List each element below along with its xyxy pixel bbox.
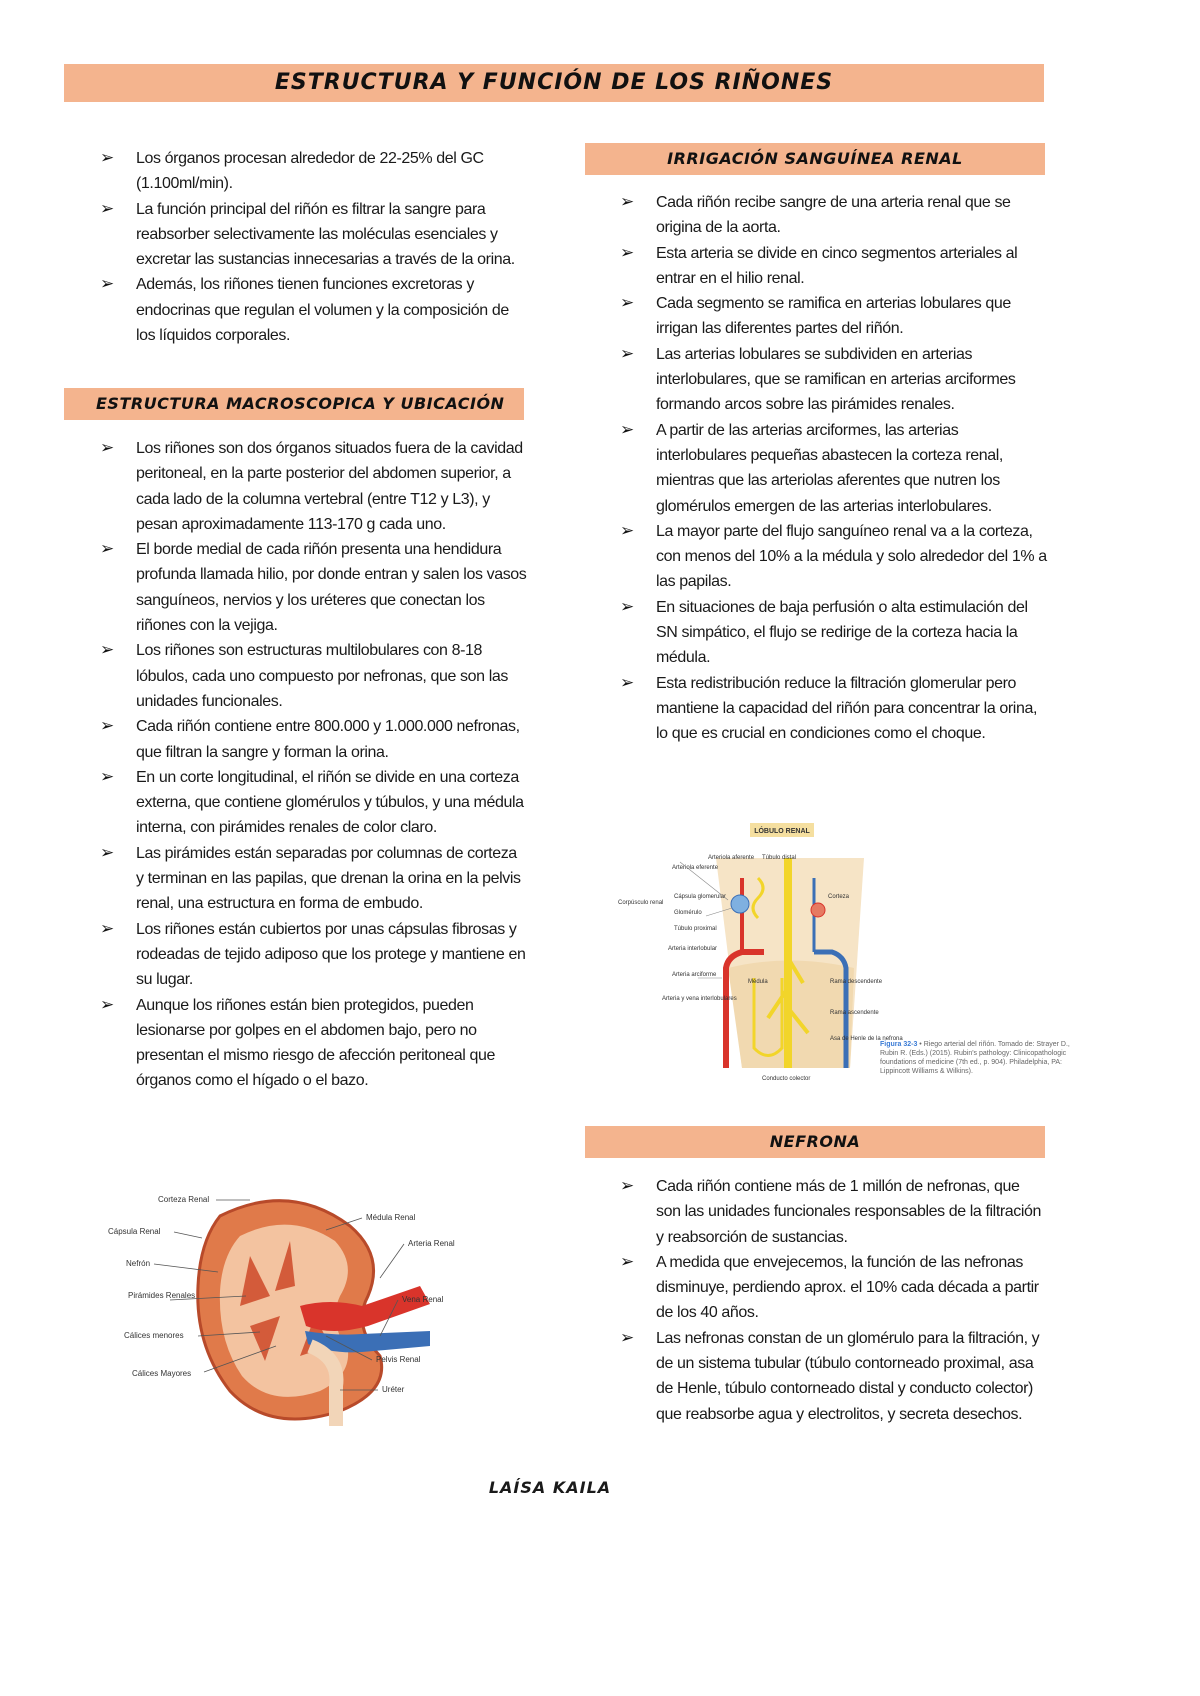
- svg-text:Asa de Henle de la nefrona: Asa de Henle de la nefrona: [830, 1036, 903, 1042]
- arrowhead-bullet-icon: ➢: [100, 842, 114, 863]
- kidney-cross-section-illustration: [100, 1186, 496, 1426]
- list-item: [100, 714, 528, 765]
- list-item-text: Cada segmento se ramifica en arterias lobulares que irrigan las diferentes partes del riñón.: [656, 295, 1011, 338]
- svg-text:Arteria interlobular: Arteria interlobular: [668, 946, 718, 952]
- svg-text:Glomérulo: Glomérulo: [674, 910, 702, 916]
- list-item-text: Las arterias lobulares se subdividen en arterias interlobulares, que se ramifican en arterias arciformes formando arcos sobre las pirámides renales.: [656, 345, 1016, 414]
- list-item: [100, 638, 528, 714]
- arrowhead-bullet-icon: ➢: [100, 640, 114, 661]
- list-item-text: Las nefronas constan de un glomérulo para la filtración, y de un sistema tubular (túbulo contorneado proximal, asa de Henle, túbulo contorneado distal y conducto colector) que reabsorbe agua y electrolitos, y secreta desechos.: [656, 1329, 1040, 1423]
- arrowhead-bullet-icon: ➢: [620, 672, 634, 693]
- svg-text:Conducto colector: Conducto colector: [762, 1076, 811, 1082]
- arrowhead-bullet-icon: ➢: [620, 343, 634, 364]
- svg-text:Uréter: Uréter: [382, 1385, 405, 1394]
- svg-text:Corteza: Corteza: [828, 894, 850, 900]
- svg-text:Arteria arciforme: Arteria arciforme: [672, 972, 717, 978]
- svg-text:Cápsula glomerular: Cápsula glomerular: [674, 894, 727, 900]
- author-signature: LAÍSA KAILA: [488, 1478, 612, 1497]
- irrigacion-list: [620, 190, 1048, 747]
- list-item: [100, 146, 524, 197]
- list-item-text: En un corte longitudinal, el riñón se divide en una corteza externa, que contiene glomérulos y túbulos, y una médula interna, con pirámides renales de color claro.: [136, 768, 524, 837]
- list-item-text: Esta arteria se divide en cinco segmentos arteriales al entrar en el hilio renal.: [656, 244, 1018, 287]
- list-item-text: A partir de las arterias arciformes, las arterias interlobulares pequeñas abastecen la corteza renal, mientras que las arteriolas aferentes que nutren los glomérulos emergen de las arterias interlobulares.: [656, 421, 1003, 515]
- page-title: ESTRUCTURA Y FUNCIÓN DE LOS RIÑONES: [64, 64, 1044, 102]
- list-item-text: Además, los riñones tienen funciones excretoras y endocrinas que regulan el volumen y la composición de los líquidos corporales.: [136, 276, 509, 345]
- svg-text:Pirámides Renales: Pirámides Renales: [128, 1291, 196, 1300]
- arrowhead-bullet-icon: ➢: [100, 716, 114, 737]
- list-item-text: Cada riñón contiene entre 800.000 y 1.000.000 nefronas, que filtran la sangre y forman la orina.: [136, 718, 520, 761]
- arrowhead-bullet-icon: ➢: [100, 198, 114, 219]
- svg-text:Cálices Mayores: Cálices Mayores: [132, 1369, 192, 1378]
- list-item-text: A medida que envejecemos, la función de las nefronas disminuye, perdiendo aprox. el 10% cada década a partir de los 40 años.: [656, 1253, 1039, 1322]
- list-item: [100, 765, 528, 841]
- list-item-text: Cada riñón recibe sangre de una arteria renal que se origina de la aorta.: [656, 194, 1011, 237]
- list-item: [620, 342, 1048, 418]
- list-item: [620, 1174, 1048, 1250]
- list-item-text: Aunque los riñones están bien protegidos, pueden lesionarse por golpes en el abdomen bajo, pero no presentan el mismo riesgo de afección peritoneal que órganos como el hígado o el bazo.: [136, 996, 495, 1090]
- list-item-text: Los riñones están cubiertos por unas cápsulas fibrosas y rodeadas de tejido adiposo que los protege y mantiene en su lugar.: [136, 920, 526, 989]
- svg-text:Vena Renal: Vena Renal: [402, 1295, 444, 1304]
- list-item: [620, 671, 1048, 747]
- list-item-text: La mayor parte del flujo sanguíneo renal va a la corteza, con menos del 10% a la médula y solo alrededor del 1% a las papilas.: [656, 522, 1047, 591]
- arrowhead-bullet-icon: ➢: [100, 438, 114, 458]
- arrowhead-bullet-icon: ➢: [620, 520, 634, 541]
- list-item-text: El borde medial de cada riñón presenta una hendidura profunda llamada hilio, por donde entran y salen los vasos sanguíneos, nervios y los uréteres que conectan los riñones con la vejiga.: [136, 541, 527, 635]
- svg-text:Túbulo distal: Túbulo distal: [762, 855, 797, 861]
- arrowhead-bullet-icon: ➢: [620, 596, 634, 617]
- arrowhead-bullet-icon: ➢: [620, 1251, 634, 1272]
- list-item-text: Las pirámides están separadas por columnas de corteza y terminan en las papilas, que drenan la orina en la pelvis renal, una estructura en forma de embudo.: [136, 844, 521, 913]
- arrowhead-bullet-icon: ➢: [100, 918, 114, 939]
- svg-text:Rama ascendente: Rama ascendente: [830, 1010, 879, 1016]
- glomerulus: [731, 895, 749, 913]
- arrowhead-bullet-icon: ➢: [620, 1176, 634, 1196]
- svg-text:Arteriola eferente: Arteriola eferente: [672, 865, 719, 871]
- arrowhead-bullet-icon: ➢: [100, 539, 114, 560]
- list-item: [100, 537, 528, 638]
- list-item-text: Los riñones son dos órganos situados fuera de la cavidad peritoneal, en la parte posterior del abdomen superior, a cada lado de la columna vertebral (entre T12 y L3), y pesan aproximadamente 113-170 g cada uno.: [136, 440, 523, 533]
- svg-text:Médula Renal: Médula Renal: [366, 1213, 416, 1222]
- arrowhead-bullet-icon: ➢: [620, 242, 634, 263]
- list-item-text: La función principal del riñón es filtrar la sangre para reabsorber selectivamente las moléculas esenciales y excretar las sustancias innecesarias a través de la orina.: [136, 200, 515, 269]
- svg-text:Arteria Renal: Arteria Renal: [408, 1239, 455, 1248]
- arrowhead-bullet-icon: ➢: [620, 419, 634, 440]
- list-item: [620, 418, 1048, 519]
- arrowhead-bullet-icon: ➢: [100, 274, 114, 295]
- list-item: [620, 190, 1048, 241]
- rinon-figure: [100, 1186, 496, 1426]
- list-item: [620, 595, 1048, 671]
- arrowhead-bullet-icon: ➢: [620, 293, 634, 314]
- lobulo-caption: Figura 32-3 • Riego arterial del riñón. Tomado de: Strayer D., Rubin R. (Eds.) (2015). Rubin's pathology: Clinicopathologic foundations of medicine (7th ed., p. 904). Philadelphia, PA: Lippincott Williams & Wilkins).: [880, 1041, 1070, 1075]
- svg-text:Nefrón: Nefrón: [126, 1259, 151, 1268]
- arrowhead-bullet-icon: ➢: [100, 766, 114, 787]
- list-item: [100, 272, 524, 348]
- lobulo-header: LÓBULO RENAL: [754, 828, 810, 835]
- list-item-text: Los órganos procesan alrededor de 22-25% del GC (1.100ml/min).: [136, 150, 484, 193]
- list-item-text: En situaciones de baja perfusión o alta estimulación del SN simpático, el flujo se redirige de la corteza hacia la médula.: [656, 598, 1028, 667]
- svg-text:Arteriola aferente: Arteriola aferente: [708, 855, 755, 861]
- svg-text:Médula: Médula: [748, 979, 768, 985]
- list-item: [100, 917, 528, 993]
- list-item: [100, 197, 524, 273]
- list-item: [100, 993, 528, 1094]
- svg-text:Corpúsculo renal: Corpúsculo renal: [618, 900, 664, 906]
- lobulo-renal-figure: [618, 818, 1070, 1102]
- intro-list: [100, 146, 524, 348]
- list-item: [100, 436, 528, 537]
- section-heading-nefrona: NEFRONA: [585, 1126, 1045, 1158]
- list-item: [620, 1250, 1048, 1326]
- arrowhead-bullet-icon: ➢: [100, 994, 114, 1015]
- list-item-text: Cada riñón contiene más de 1 millón de nefronas, que son las unidades funcionales responsables de la filtración y reabsorción de sustancias.: [656, 1178, 1042, 1246]
- list-item-text: Los riñones son estructuras multilobulares con 8-18 lóbulos, cada uno compuesto por nefronas, que son las unidades funcionales.: [136, 642, 508, 710]
- arrowhead-bullet-icon: ➢: [620, 192, 634, 212]
- svg-text:Cápsula Renal: Cápsula Renal: [108, 1227, 161, 1236]
- arrowhead-bullet-icon: ➢: [620, 1327, 634, 1348]
- svg-text:Cálices menores: Cálices menores: [124, 1331, 184, 1340]
- list-item: [100, 841, 528, 917]
- macro-list: [100, 436, 528, 1094]
- svg-text:Túbulo proximal: Túbulo proximal: [674, 926, 717, 932]
- svg-text:Pelvis Renal: Pelvis Renal: [376, 1355, 421, 1364]
- svg-text:Arteria y vena interlobulares: Arteria y vena interlobulares: [662, 996, 737, 1002]
- list-item: [620, 241, 1048, 292]
- svg-text:Corteza Renal: Corteza Renal: [158, 1195, 210, 1204]
- section-heading-irrigacion: IRRIGACIÓN SANGUÍNEA RENAL: [585, 143, 1045, 175]
- section-heading-macroscopica: ESTRUCTURA MACROSCOPICA Y UBICACIÓN: [64, 388, 524, 420]
- list-item: [620, 291, 1048, 342]
- svg-text:Rama descendente: Rama descendente: [830, 979, 883, 985]
- nefrona-list: [620, 1174, 1048, 1427]
- list-item-text: Esta redistribución reduce la filtración glomerular pero mantiene la capacidad del riñón para concentrar la orina, lo que es crucial en condiciones como el choque.: [656, 674, 1038, 743]
- arrowhead-bullet-icon: ➢: [100, 148, 114, 168]
- list-item: [620, 519, 1048, 595]
- list-item: [620, 1326, 1048, 1427]
